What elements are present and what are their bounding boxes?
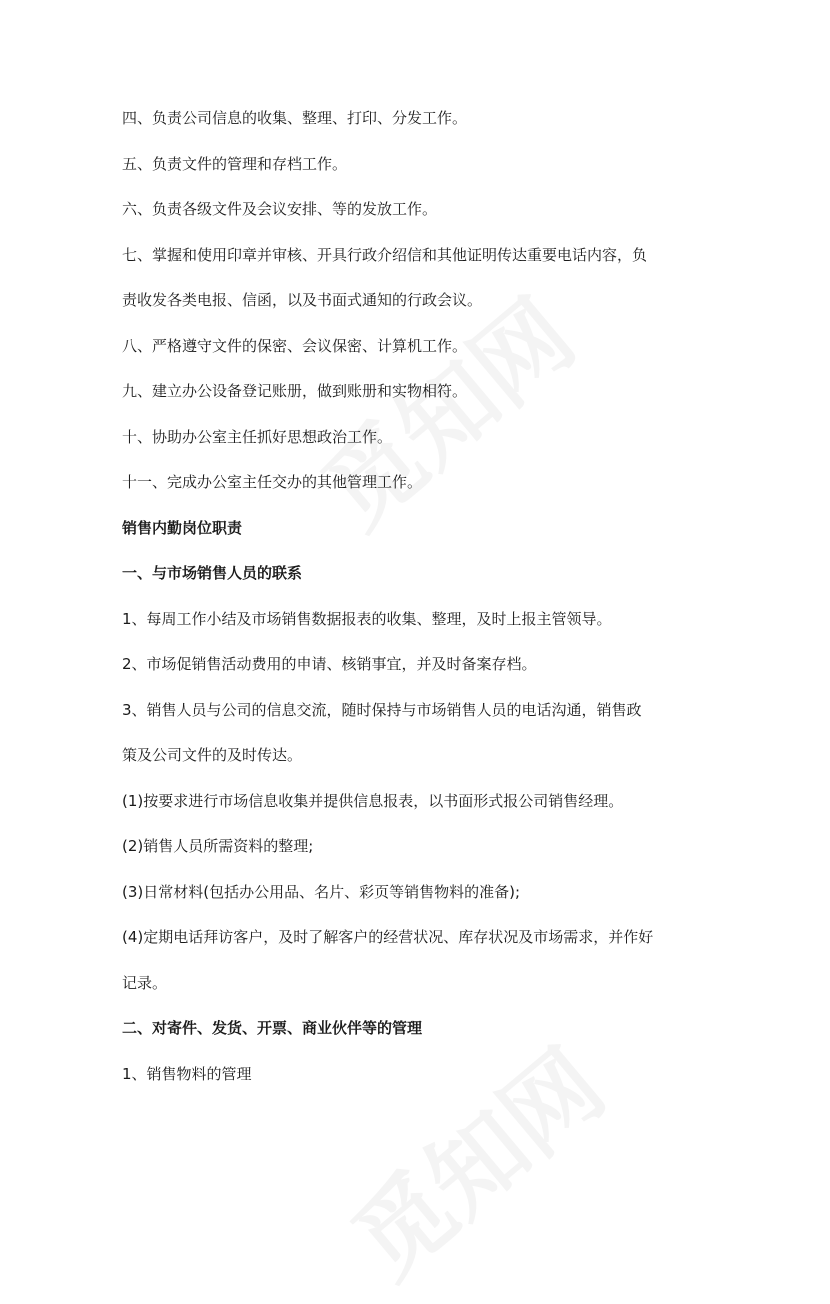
section-heading: 销售内勤岗位职责 <box>122 519 243 537</box>
section-heading: 一、与市场销售人员的联系 <box>122 564 303 582</box>
paragraph-line: (1)按要求进行市场信息收集并提供信息报表，以书面形式报公司销售经理。 <box>122 792 624 810</box>
paragraph-line: 七、掌握和使用印章并审核、开具行政介绍信和其他证明传达重要电话内容，负 <box>122 246 648 264</box>
section-heading: 二、对寄件、发货、开票、商业伙伴等的管理 <box>122 1019 423 1037</box>
paragraph-line: 2、市场促销售活动费用的申请、核销事宜，并及时备案存档。 <box>122 655 537 673</box>
paragraph-line: 九、建立办公设备登记账册，做到账册和实物相符。 <box>122 382 468 400</box>
paragraph-line: 六、负责各级文件及会议安排、等的发放工作。 <box>122 200 438 218</box>
paragraph-line: 八、严格遵守文件的保密、会议保密、计算机工作。 <box>122 337 468 355</box>
paragraph-line: 十一、完成办公室主任交办的其他管理工作。 <box>122 473 423 491</box>
paragraph-line: (4)定期电话拜访客户，及时了解客户的经营状况、库存状况及市场需求，并作好 <box>122 928 654 946</box>
paragraph-line: 策及公司文件的及时传达。 <box>122 746 303 764</box>
paragraph-line: 3、销售人员与公司的信息交流，随时保持与市场销售人员的电话沟通，销售政 <box>122 701 642 719</box>
paragraph-line: 四、负责公司信息的收集、整理、打印、分发工作。 <box>122 109 468 127</box>
paragraph-line: 责收发各类电报、信函，以及书面式通知的行政会议。 <box>122 291 483 309</box>
paragraph-line: 十、协助办公室主任抓好思想政治工作。 <box>122 428 393 446</box>
paragraph-line: 五、负责文件的管理和存档工作。 <box>122 155 348 173</box>
paragraph-line: (2)销售人员所需资料的整理; <box>122 837 314 855</box>
paragraph-line: 1、销售物料的管理 <box>122 1065 252 1083</box>
watermark <box>320 1013 629 1303</box>
paragraph-line: (3)日常材料(包括办公用品、名片、彩页等销售物料的准备); <box>122 883 521 901</box>
paragraph-line: 1、每周工作小结及市场销售数据报表的收集、整理，及时上报主管领导。 <box>122 610 612 628</box>
paragraph-line: 记录。 <box>122 974 168 992</box>
